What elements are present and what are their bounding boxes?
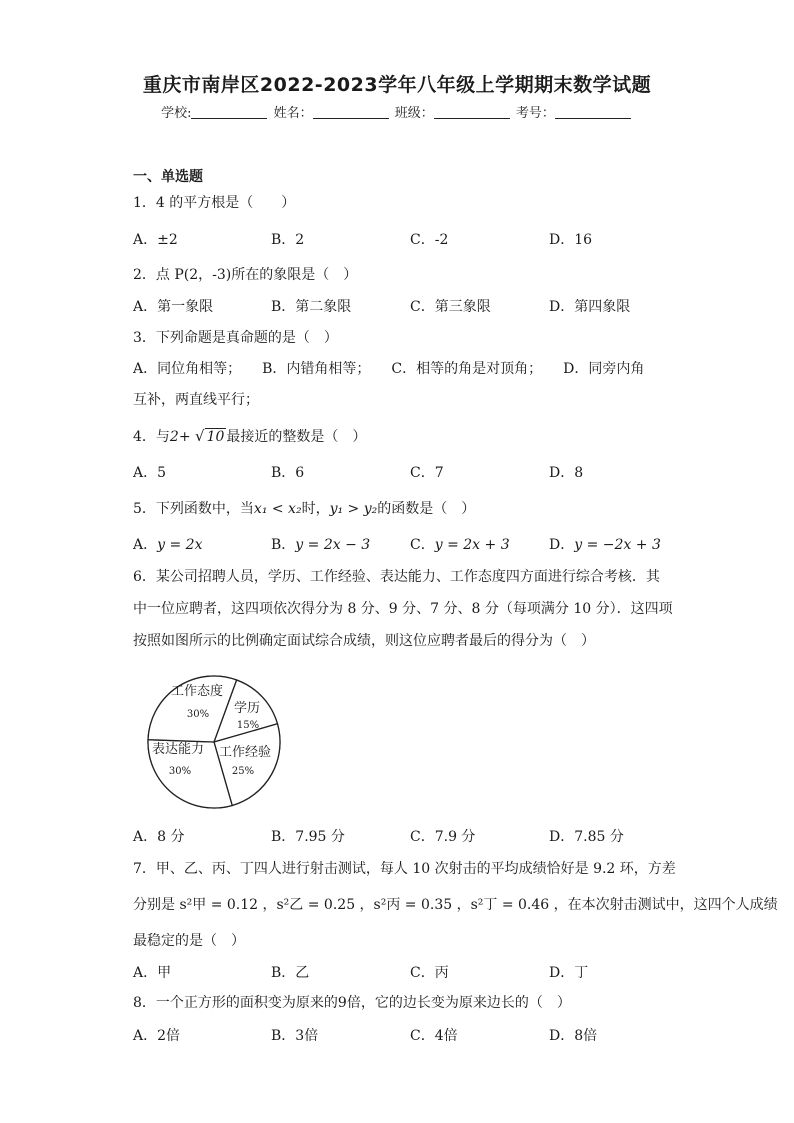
class-blank[interactable] <box>434 104 510 119</box>
question-7-option-d[interactable]: D．丁 <box>549 965 589 981</box>
question-5-stem-pre: 5．下列函数中，当 <box>133 501 254 517</box>
pie-label-2: 表达能力 <box>151 742 205 757</box>
exam-number-blank[interactable] <box>555 104 631 119</box>
question-4-radicand: 10 <box>206 429 225 445</box>
question-8-option-b[interactable]: B．3倍 <box>271 1028 319 1044</box>
score-weight-pie-chart <box>144 672 284 812</box>
question-5-stem-mid: 时， <box>301 501 330 517</box>
pie-label-1: 工作经验 <box>218 745 272 760</box>
question-4-stem <box>133 426 366 446</box>
pie-label-3: 工作态度 <box>170 684 224 699</box>
question-2-option-a[interactable]: A．第一象限 <box>133 299 214 315</box>
question-6-stem-line-3: 按照如图所示的比例确定面试综合成绩，则这位应聘者最后的得分为（ ） <box>133 633 595 649</box>
question-5-option-c[interactable] <box>410 534 510 554</box>
question-8-option-a[interactable]: A．2倍 <box>133 1028 181 1044</box>
question-4-stem-pre: 4．与 <box>133 429 170 445</box>
question-4-option-b[interactable]: B．6 <box>271 465 305 481</box>
school-label: 学校: <box>161 106 192 121</box>
question-5-stem <box>133 498 475 518</box>
question-5-condition-y: y₁ > y₂ <box>329 501 378 517</box>
question-4-option-a[interactable]: A．5 <box>133 465 167 481</box>
question-4-stem-post: 最接近的整数是（ ） <box>226 429 367 445</box>
question-1-option-b[interactable]: B．2 <box>271 232 305 248</box>
question-4-option-c[interactable]: C．7 <box>410 465 444 481</box>
option-expr: y = 2x + 3 <box>434 537 510 553</box>
question-5-stem-post: 的函数是（ ） <box>377 501 476 517</box>
student-info-line <box>0 102 794 121</box>
question-8-stem: 8．一个正方形的面积变为原来的9倍，它的边长变为原来边长的（ ） <box>133 995 571 1011</box>
school-field <box>161 102 269 121</box>
question-5-condition-x: x₁ < x₂ <box>253 501 302 517</box>
option-expr: y = 2x − 3 <box>295 537 371 553</box>
question-7-stem-line-1: 7．甲、乙、丙、丁四人进行射击测试，每人 10 次射击的平均成绩恰好是 9.2 环，方差 <box>133 861 676 877</box>
question-6-option-a[interactable]: A．8 分 <box>133 829 185 845</box>
question-3-options-line-2: 互补，两直线平行； <box>133 392 259 408</box>
pie-percent-0: 15% <box>236 720 260 731</box>
question-5-option-b[interactable] <box>271 534 370 554</box>
question-8-option-d[interactable]: D．8倍 <box>549 1028 598 1044</box>
option-expr: y = −2x + 3 <box>574 537 661 553</box>
class-label: 班级： <box>394 106 434 121</box>
exam-number-field <box>516 102 633 121</box>
question-3-options-line-1[interactable]: A．同位角相等； B．内错角相等； C．相等的角是对顶角； D．同旁内角 <box>133 361 645 377</box>
question-8-option-c[interactable]: C．4倍 <box>410 1028 458 1044</box>
question-2-option-b[interactable]: B．第二象限 <box>271 299 352 315</box>
question-5-option-d[interactable] <box>549 534 661 554</box>
name-label: 姓名： <box>273 106 313 121</box>
pie-percent-3: 30% <box>186 709 210 720</box>
option-label: D． <box>549 537 575 553</box>
sqrt-icon: √ <box>195 427 205 445</box>
option-label: A． <box>133 537 158 553</box>
question-1-option-c[interactable]: C．-2 <box>410 232 449 248</box>
class-field <box>395 102 512 121</box>
question-3-stem: 3．下列命题是真命题的是（ ） <box>133 330 338 346</box>
question-6-option-d[interactable]: D．7.85 分 <box>549 829 624 845</box>
pie-label-0: 学历 <box>233 701 261 716</box>
pie-percent-1: 25% <box>231 766 255 777</box>
option-label: B． <box>271 537 296 553</box>
question-4-expr: 2+ <box>169 429 196 445</box>
question-6-stem-line-2: 中一位应聘者，这四项依次得分为 8 分、9 分、7 分、8 分（每项满分 10 分）．这四项 <box>133 601 673 617</box>
question-7-option-a[interactable]: A．甲 <box>133 965 172 981</box>
question-7-option-b[interactable]: B．乙 <box>271 965 310 981</box>
question-7-stem-line-3: 最稳定的是（ ） <box>133 933 245 949</box>
page-title: 重庆市南岸区2022-2023学年八年级上学期期末数学试题 <box>142 74 652 96</box>
question-5-option-a[interactable] <box>133 534 202 554</box>
question-4-option-d[interactable]: D．8 <box>549 465 584 481</box>
question-2-stem: 2．点 P(2，-3)所在的象限是（ ） <box>133 267 358 283</box>
school-blank[interactable] <box>191 104 267 119</box>
question-6-stem-line-1: 6．某公司招聘人员，学历、工作经验、表达能力、工作态度四方面进行综合考核．其 <box>133 569 660 585</box>
question-2-option-d[interactable]: D．第四象限 <box>549 299 631 315</box>
question-1-stem: 1．4 的平方根是（ ） <box>133 195 296 211</box>
question-1-option-a[interactable]: A．±2 <box>133 232 178 248</box>
name-blank[interactable] <box>313 104 389 119</box>
section-title: 一、单选题 <box>133 169 203 185</box>
question-7-stem-line-2: 分别是 s²甲 = 0.12 ，s²乙 = 0.25 ，s²丙 = 0.35 ，s²丁 = 0.46 ，在本次射击测试中，这四个人成绩 <box>133 897 778 913</box>
question-1-option-d[interactable]: D．16 <box>549 232 593 248</box>
question-6-option-b[interactable]: B．7.95 分 <box>271 829 345 845</box>
question-2-option-c[interactable]: C．第三象限 <box>410 299 491 315</box>
option-expr: y = 2x <box>157 537 203 553</box>
exam-number-label: 考号： <box>515 106 555 121</box>
question-6-option-c[interactable]: C．7.9 分 <box>410 829 476 845</box>
question-7-option-c[interactable]: C．丙 <box>410 965 449 981</box>
pie-percent-2: 30% <box>168 766 192 777</box>
option-label: C． <box>410 537 435 553</box>
name-field <box>274 102 391 121</box>
